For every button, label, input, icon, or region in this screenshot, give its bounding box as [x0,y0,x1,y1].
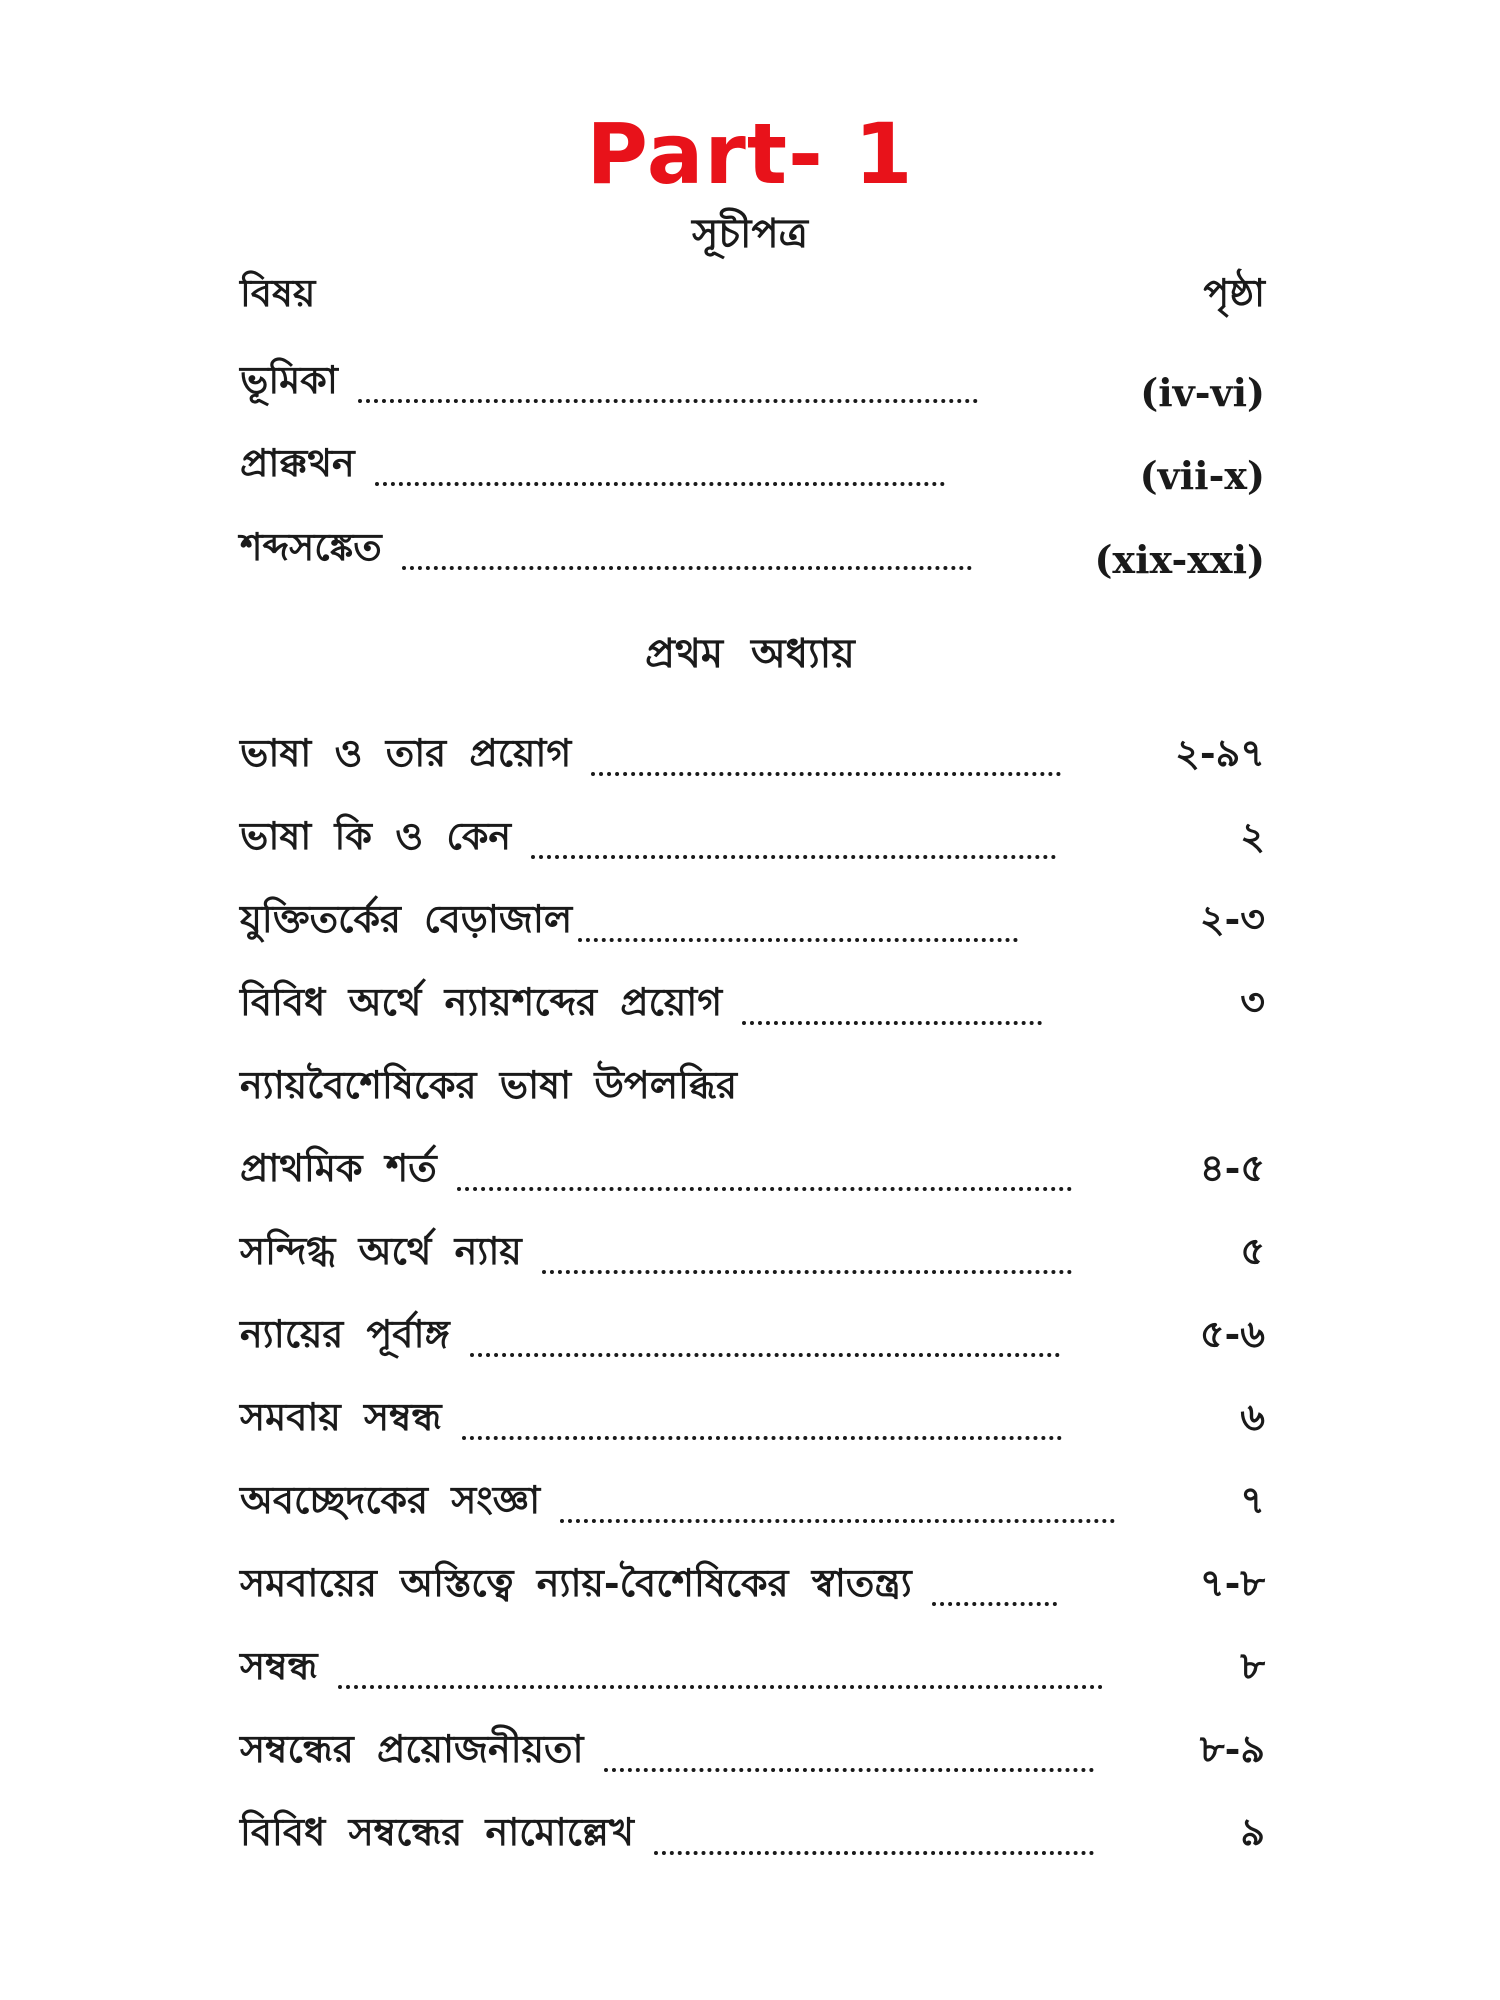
toc-entry-page: ৬ [1240,1394,1265,1439]
toc-entry-title: ন্যায়বৈশেষিকের ভাষা উপলব্ধির [240,1062,738,1107]
toc-entry [240,811,1265,871]
toc-entry-page: ২-৩ [1199,896,1265,941]
dot-leader [542,1270,1072,1274]
toc-entry-title: যুক্তিতর্কের বেড়াজাল [240,896,573,941]
toc-entry-title: সম্বন্ধ [240,1643,318,1688]
dot-leader [470,1353,1060,1357]
toc-entry [240,1558,1265,1618]
dot-leader [560,1519,1115,1523]
toc-entry [240,894,1265,954]
toc-entry [240,1226,1265,1286]
dot-leader [591,772,1061,776]
toc-entry [240,977,1265,1037]
toc-entry-title: ভাষা ও তার প্রয়োগ [240,730,572,775]
toc-title: সূচীপত্র [692,210,808,257]
toc-header-row [240,268,1265,328]
toc-entry-title: বিবিধ অর্থে ন্যায়শব্দের প্রয়োগ [240,979,723,1024]
dot-leader [358,399,978,403]
toc-entry-title: প্রাথমিক শর্ত [240,1145,437,1190]
toc-entry [240,522,1265,582]
toc-entry-page: ২-৯৭ [1175,730,1265,775]
dot-leader [402,566,972,570]
toc-entry-title: ন্যায়ের পূর্বাঙ্গ [240,1311,450,1356]
toc-entry-title: সন্দিগ্ধ অর্থে ন্যায় [240,1228,522,1273]
toc-entry [240,438,1265,498]
toc-entry-page: (vii-x) [1139,453,1265,498]
dot-leader [462,1436,1062,1440]
toc-entry-title: ভাষা কি ও কেন [240,813,512,858]
toc-entry [240,1807,1265,1867]
toc-entry-page: ৭-৮ [1199,1560,1265,1605]
toc-entry [240,1724,1265,1784]
toc-entry [240,355,1265,415]
toc-entry-page: ৯ [1240,1809,1265,1854]
dot-leader [604,1768,1094,1772]
toc-entry-page: ৭ [1240,1477,1265,1522]
toc-entry [240,1143,1265,1203]
dot-leader [531,855,1056,859]
toc-entry-page: ৫-৬ [1199,1311,1265,1356]
subject-column-header: বিষয় [240,270,316,315]
toc-entry [240,1475,1265,1535]
toc-entry-page: (iv-vi) [1140,370,1265,415]
chapter-heading: প্রথম অধ্যায় [645,630,855,677]
toc-entry-title: সমবায় সম্বন্ধ [240,1394,442,1439]
dot-leader [578,938,1018,942]
toc-entry-title: প্রাক্কথন [240,440,355,485]
toc-entry [240,728,1265,788]
toc-entry [240,1392,1265,1452]
toc-entry-page: ২ [1240,813,1265,858]
dot-leader [654,1851,1094,1855]
toc-entry-title: অবচ্ছেদকের সংজ্ঞা [240,1477,541,1522]
toc-entry-page: ৩ [1240,979,1265,1024]
dot-leader [932,1602,1057,1606]
toc-entry [240,1641,1265,1701]
toc-entry-title: সম্বন্ধের প্রয়োজনীয়তা [240,1726,584,1771]
toc-entry-page: ৫ [1240,1228,1265,1273]
dot-leader [742,1021,1042,1025]
toc-entry-page: ৮ [1240,1643,1265,1688]
toc-entry-page: (xix-xxi) [1094,537,1265,582]
part-title: Part- 1 [586,105,914,203]
toc-entry-title: ভূমিকা [240,357,338,402]
toc-entry-page: ৪-৫ [1199,1145,1265,1190]
toc-entry-title: বিবিধ সম্বন্ধের নামোল্লেখ [240,1809,634,1854]
toc-entry-title: সমবায়ের অস্তিত্বে ন্যায়-বৈশেষিকের স্বাতন্ত্র্য [240,1560,912,1605]
dot-leader [457,1187,1072,1191]
toc-entry-page: ৮-৯ [1199,1726,1265,1771]
toc-entry [240,1060,1265,1120]
dot-leader [375,482,945,486]
toc-entry [240,1309,1265,1369]
page-column-header: পৃষ্ঠা [1203,270,1265,315]
toc-entry-title: শব্দসঙ্কেত [240,524,382,569]
dot-leader [338,1685,1103,1689]
